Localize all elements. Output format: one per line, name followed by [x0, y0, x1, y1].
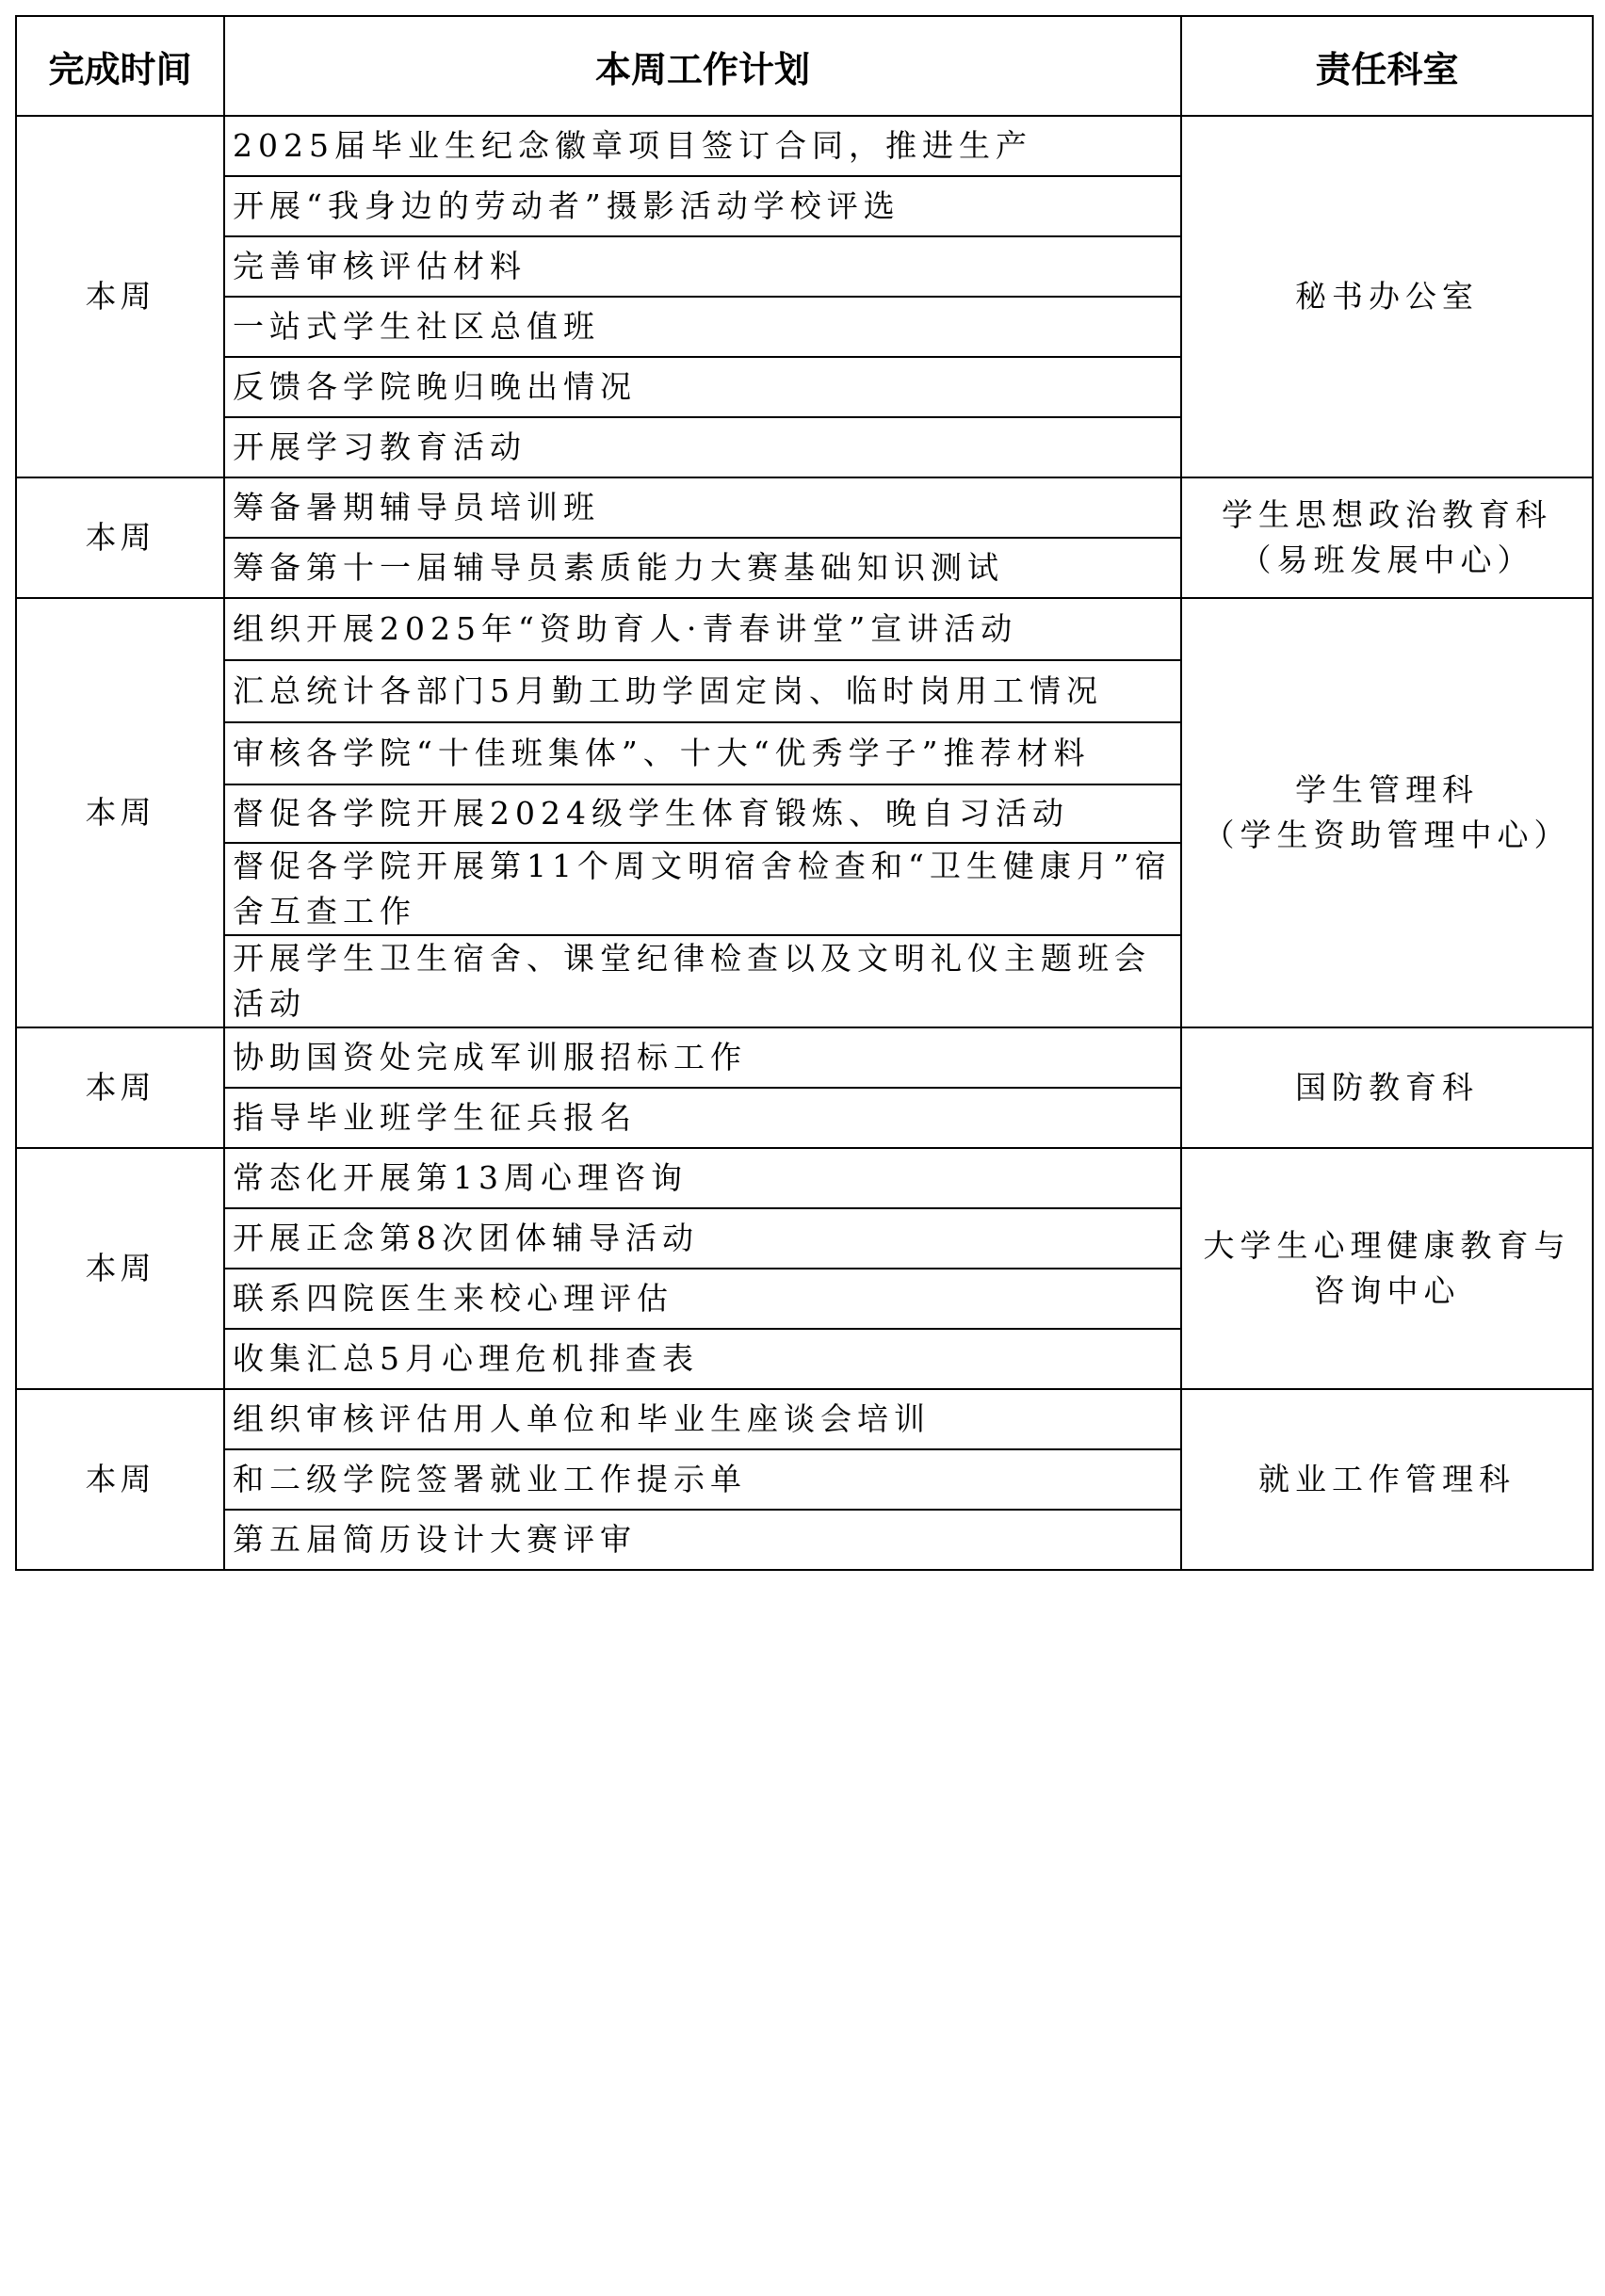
- header-completion-time: 完成时间: [16, 16, 224, 116]
- task-cell: 第五届简历设计大赛评审: [224, 1510, 1181, 1570]
- completion-time-cell: 本周: [16, 1389, 224, 1570]
- task-cell: 筹备暑期辅导员培训班: [224, 477, 1181, 538]
- header-responsible-dept: 责任科室: [1181, 16, 1593, 116]
- dept-name: 秘书办公室: [1295, 278, 1479, 315]
- task-cell: 开展学生卫生宿舍、课堂纪律检查以及文明礼仪主题班会活动: [224, 935, 1181, 1027]
- task-cell: 反馈各学院晚归晚出情况: [224, 357, 1181, 417]
- dept-subname: （学生资助管理中心）: [1203, 817, 1571, 853]
- responsible-dept-cell: [1181, 477, 1593, 598]
- task-cell: 督促各学院开展第11个周文明宿舍检查和“卫生健康月”宿舍互查工作: [224, 843, 1181, 935]
- responsible-dept-cell: [1181, 1389, 1593, 1570]
- task-cell: 常态化开展第13周心理咨询: [224, 1148, 1181, 1208]
- task-cell: 组织开展2025年“资助育人·青春讲堂”宣讲活动: [224, 598, 1181, 660]
- dept-subname: （易班发展中心）: [1240, 542, 1534, 578]
- task-cell: 协助国资处完成军训服招标工作: [224, 1027, 1181, 1088]
- table-row: [16, 1027, 1593, 1088]
- table-row: [16, 598, 1593, 660]
- dept-name: 学生思想政治教育科: [1222, 496, 1552, 533]
- responsible-dept-cell: [1181, 598, 1593, 1027]
- table-row: [16, 477, 1593, 538]
- table-row: [16, 1389, 1593, 1449]
- table-header-row: [16, 16, 1593, 116]
- task-cell: 2025届毕业生纪念徽章项目签订合同，推进生产: [224, 116, 1181, 176]
- dept-subname: 咨询中心: [1313, 1272, 1461, 1309]
- dept-name: 学生管理科: [1295, 771, 1479, 808]
- completion-time-cell: 本周: [16, 1027, 224, 1148]
- responsible-dept-cell: [1181, 116, 1593, 477]
- weekly-plan-table: [15, 15, 1594, 1571]
- table-row: [16, 116, 1593, 176]
- completion-time-cell: 本周: [16, 1148, 224, 1389]
- task-cell: 组织审核评估用人单位和毕业生座谈会培训: [224, 1389, 1181, 1449]
- task-cell: 联系四院医生来校心理评估: [224, 1269, 1181, 1329]
- task-cell: 筹备第十一届辅导员素质能力大赛基础知识测试: [224, 538, 1181, 598]
- completion-time-cell: 本周: [16, 477, 224, 598]
- task-cell: 开展学习教育活动: [224, 417, 1181, 477]
- task-cell: 开展正念第8次团体辅导活动: [224, 1208, 1181, 1269]
- task-cell: 汇总统计各部门5月勤工助学固定岗、临时岗用工情况: [224, 660, 1181, 722]
- task-cell: 审核各学院“十佳班集体”、十大“优秀学子”推荐材料: [224, 722, 1181, 784]
- task-cell: 收集汇总5月心理危机排查表: [224, 1329, 1181, 1389]
- dept-name: 就业工作管理科: [1258, 1461, 1516, 1497]
- table-row: [16, 1148, 1593, 1208]
- completion-time-cell: 本周: [16, 598, 224, 1027]
- responsible-dept-cell: [1181, 1148, 1593, 1389]
- task-cell: 和二级学院签署就业工作提示单: [224, 1449, 1181, 1510]
- task-cell: 完善审核评估材料: [224, 236, 1181, 297]
- responsible-dept-cell: [1181, 1027, 1593, 1148]
- task-cell: 督促各学院开展2024级学生体育锻炼、晚自习活动: [224, 784, 1181, 843]
- dept-name: 国防教育科: [1295, 1069, 1479, 1106]
- task-cell: 指导毕业班学生征兵报名: [224, 1088, 1181, 1148]
- completion-time-cell: 本周: [16, 116, 224, 477]
- dept-name: 大学生心理健康教育与: [1203, 1227, 1571, 1264]
- task-cell: 一站式学生社区总值班: [224, 297, 1181, 357]
- header-weekly-plan: 本周工作计划: [224, 16, 1181, 116]
- task-cell: 开展“我身边的劳动者”摄影活动学校评选: [224, 176, 1181, 236]
